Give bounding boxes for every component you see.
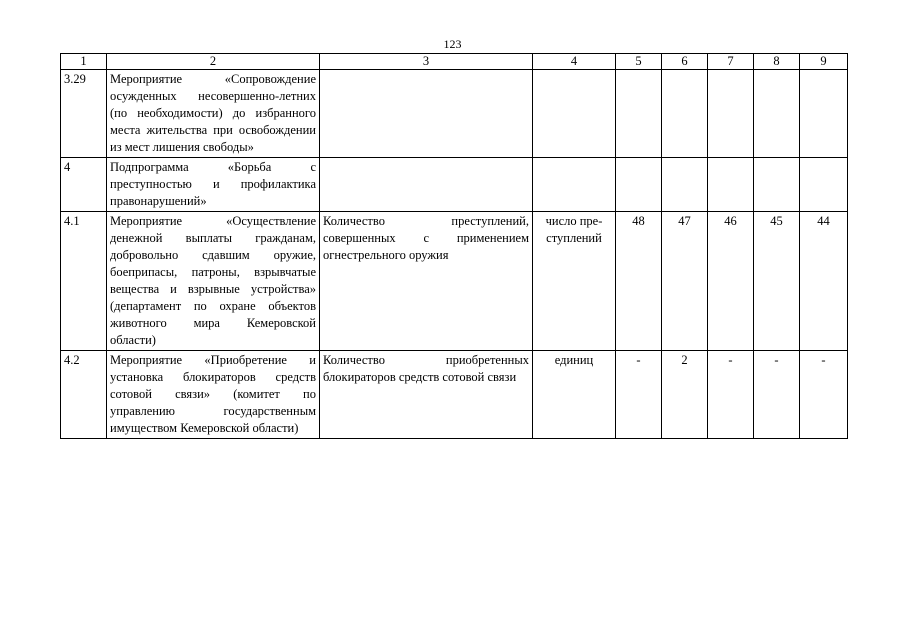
column-header: 4 <box>533 54 616 70</box>
table-row <box>61 212 848 351</box>
column-header: 9 <box>800 54 848 70</box>
row-description: Мероприятие «Приобретение и установка блокираторов средств сотовой связи» (комитет по управлению государственным имуществом Кемеровской области) <box>107 351 320 439</box>
column-header: 1 <box>61 54 107 70</box>
row-value-7 <box>708 70 754 158</box>
table-row <box>61 351 848 439</box>
row-unit <box>533 70 616 158</box>
row-value-5: 48 <box>616 212 662 351</box>
row-unit: единиц <box>533 351 616 439</box>
row-value-6: 2 <box>662 351 708 439</box>
row-unit <box>533 158 616 212</box>
column-header: 6 <box>662 54 708 70</box>
row-value-9 <box>800 70 848 158</box>
column-header: 2 <box>107 54 320 70</box>
column-header: 3 <box>320 54 533 70</box>
column-header: 5 <box>616 54 662 70</box>
row-indicator: Количество приобретенных блокираторов средств сотовой связи <box>320 351 533 439</box>
row-indicator: Количество преступлений, совершенных с применением огнестрельного оружия <box>320 212 533 351</box>
row-value-7 <box>708 158 754 212</box>
row-unit: число пре-ступлений <box>533 212 616 351</box>
row-code: 4.2 <box>61 351 107 439</box>
row-value-8 <box>754 70 800 158</box>
row-value-9: 44 <box>800 212 848 351</box>
column-header: 8 <box>754 54 800 70</box>
indicators-table <box>60 53 848 439</box>
table-row <box>61 158 848 212</box>
row-indicator <box>320 158 533 212</box>
table-row <box>61 70 848 158</box>
row-code: 3.29 <box>61 70 107 158</box>
row-description: Подпрограмма «Борьба с преступностью и профилактика правонарушений» <box>107 158 320 212</box>
row-value-8: - <box>754 351 800 439</box>
row-description: Мероприятие «Сопровождение осужденных несовершенно-летних (по необходимости) до избранного места жительства при освобождении из мест лишения свободы» <box>107 70 320 158</box>
row-value-9 <box>800 158 848 212</box>
row-value-5 <box>616 158 662 212</box>
row-value-7: - <box>708 351 754 439</box>
row-value-5 <box>616 70 662 158</box>
row-value-6: 47 <box>662 212 708 351</box>
page-number: 123 <box>443 37 462 51</box>
row-indicator <box>320 70 533 158</box>
row-value-6 <box>662 158 708 212</box>
row-value-7: 46 <box>708 212 754 351</box>
row-value-8: 45 <box>754 212 800 351</box>
row-description: Мероприятие «Осуществление денежной выплаты гражданам, добровольно сдавшим оружие, боеприпасы, патроны, взрывчатые вещества и взрывные устройства» (департамент по охране объектов животного мира Кемеровской области) <box>107 212 320 351</box>
row-value-6 <box>662 70 708 158</box>
row-value-8 <box>754 158 800 212</box>
row-code: 4.1 <box>61 212 107 351</box>
column-header: 7 <box>708 54 754 70</box>
table-header-row <box>61 54 848 70</box>
row-code: 4 <box>61 158 107 212</box>
row-value-9: - <box>800 351 848 439</box>
row-value-5: - <box>616 351 662 439</box>
